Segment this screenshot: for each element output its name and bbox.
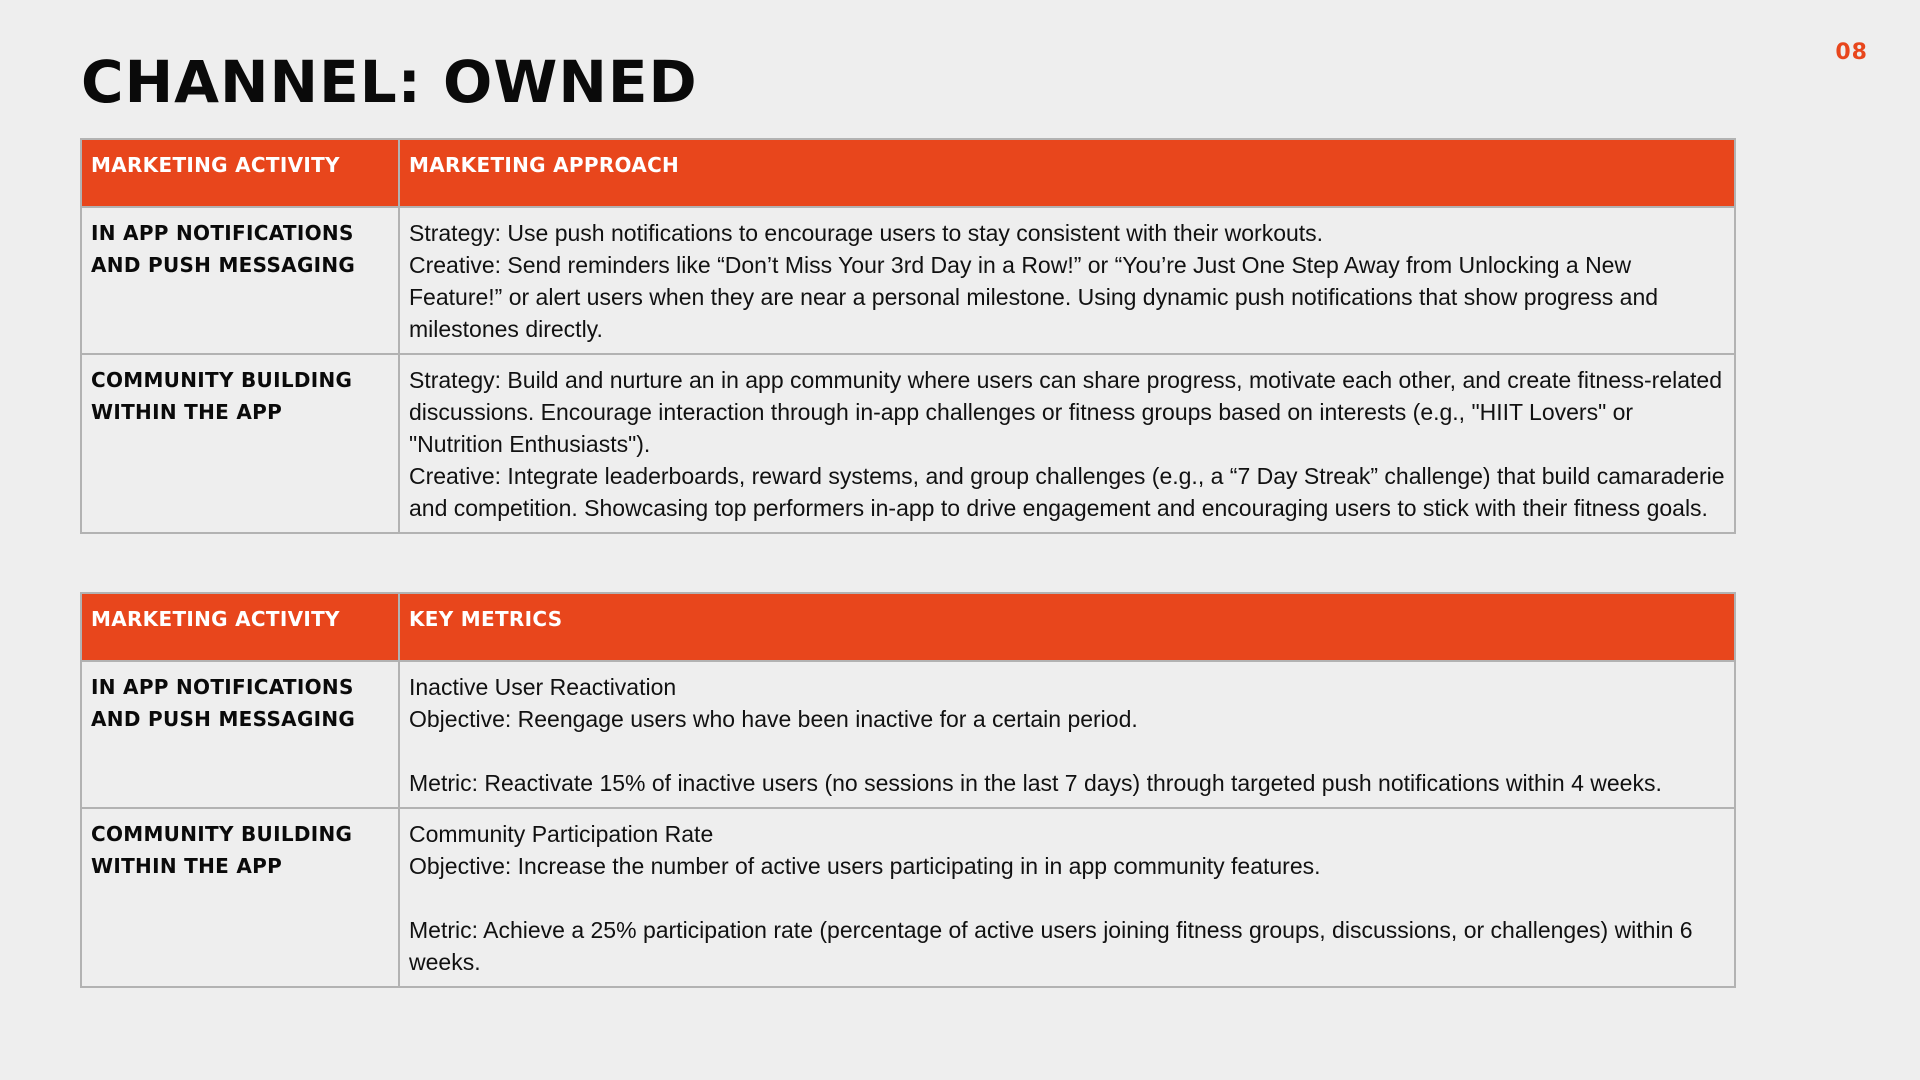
spacer (409, 882, 1725, 914)
approach-cell (399, 207, 1735, 354)
spacer (409, 735, 1725, 767)
metric-name-text: Community Participation Rate (409, 821, 714, 847)
approach-cell (399, 354, 1735, 533)
objective-text: Objective: Reengage users who have been inactive for a certain period. (409, 706, 1138, 732)
table-row (81, 354, 1735, 533)
activity-cell: IN APP NOTIFICATIONS AND PUSH MESSAGING (81, 207, 399, 354)
activity-cell: IN APP NOTIFICATIONS AND PUSH MESSAGING (81, 661, 399, 808)
table-row (81, 808, 1735, 987)
header-marketing-approach: MARKETING APPROACH (399, 139, 1735, 207)
page-number: 08 (1835, 40, 1868, 65)
table-header-row (81, 139, 1735, 207)
metrics-cell (399, 661, 1735, 808)
table-row (81, 207, 1735, 354)
header-marketing-activity: MARKETING ACTIVITY (81, 139, 399, 207)
table-header-row (81, 593, 1735, 661)
creative-text: Creative: Send reminders like “Don’t Miss Your 3rd Day in a Row!” or “You’re Just One Step Away from Unlocking a New Feature!” or alert users when they are near a personal milestone. Using dynamic push notifications that show progress and milestones directly. (409, 252, 1659, 342)
marketing-approach-table (80, 138, 1736, 534)
key-metrics-table (80, 592, 1736, 988)
header-marketing-activity: MARKETING ACTIVITY (81, 593, 399, 661)
table-row (81, 661, 1735, 808)
creative-text: Creative: Integrate leaderboards, reward systems, and group challenges (e.g., a “7 Day Streak” challenge) that build camaraderie and competition. Showcasing top performers in-app to drive engagement and encouraging users to stick with their fitness goals. (409, 463, 1725, 521)
metric-text: Metric: Reactivate 15% of inactive users (no sessions in the last 7 days) through targeted push notifications within 4 weeks. (409, 770, 1662, 796)
metrics-cell (399, 808, 1735, 987)
header-key-metrics: KEY METRICS (399, 593, 1735, 661)
strategy-text: Strategy: Use push notifications to encourage users to stay consistent with their workouts. (409, 220, 1324, 246)
objective-text: Objective: Increase the number of active users participating in in app community features. (409, 853, 1321, 879)
metric-text: Metric: Achieve a 25% participation rate (percentage of active users joining fitness groups, discussions, or challenges) within 6 weeks. (409, 917, 1693, 975)
metric-name-text: Inactive User Reactivation (409, 674, 677, 700)
page-title: CHANNEL: OWNED (81, 48, 698, 116)
activity-cell: COMMUNITY BUILDING WITHIN THE APP (81, 808, 399, 987)
strategy-text: Strategy: Build and nurture an in app community where users can share progress, motivate each other, and create fitness-related discussions. Encourage interaction through in-app challenges or fitness groups based on interests (e.g., "HIIT Lovers" or "Nutrition Enthusiasts"). (409, 367, 1722, 457)
activity-cell: COMMUNITY BUILDING WITHIN THE APP (81, 354, 399, 533)
